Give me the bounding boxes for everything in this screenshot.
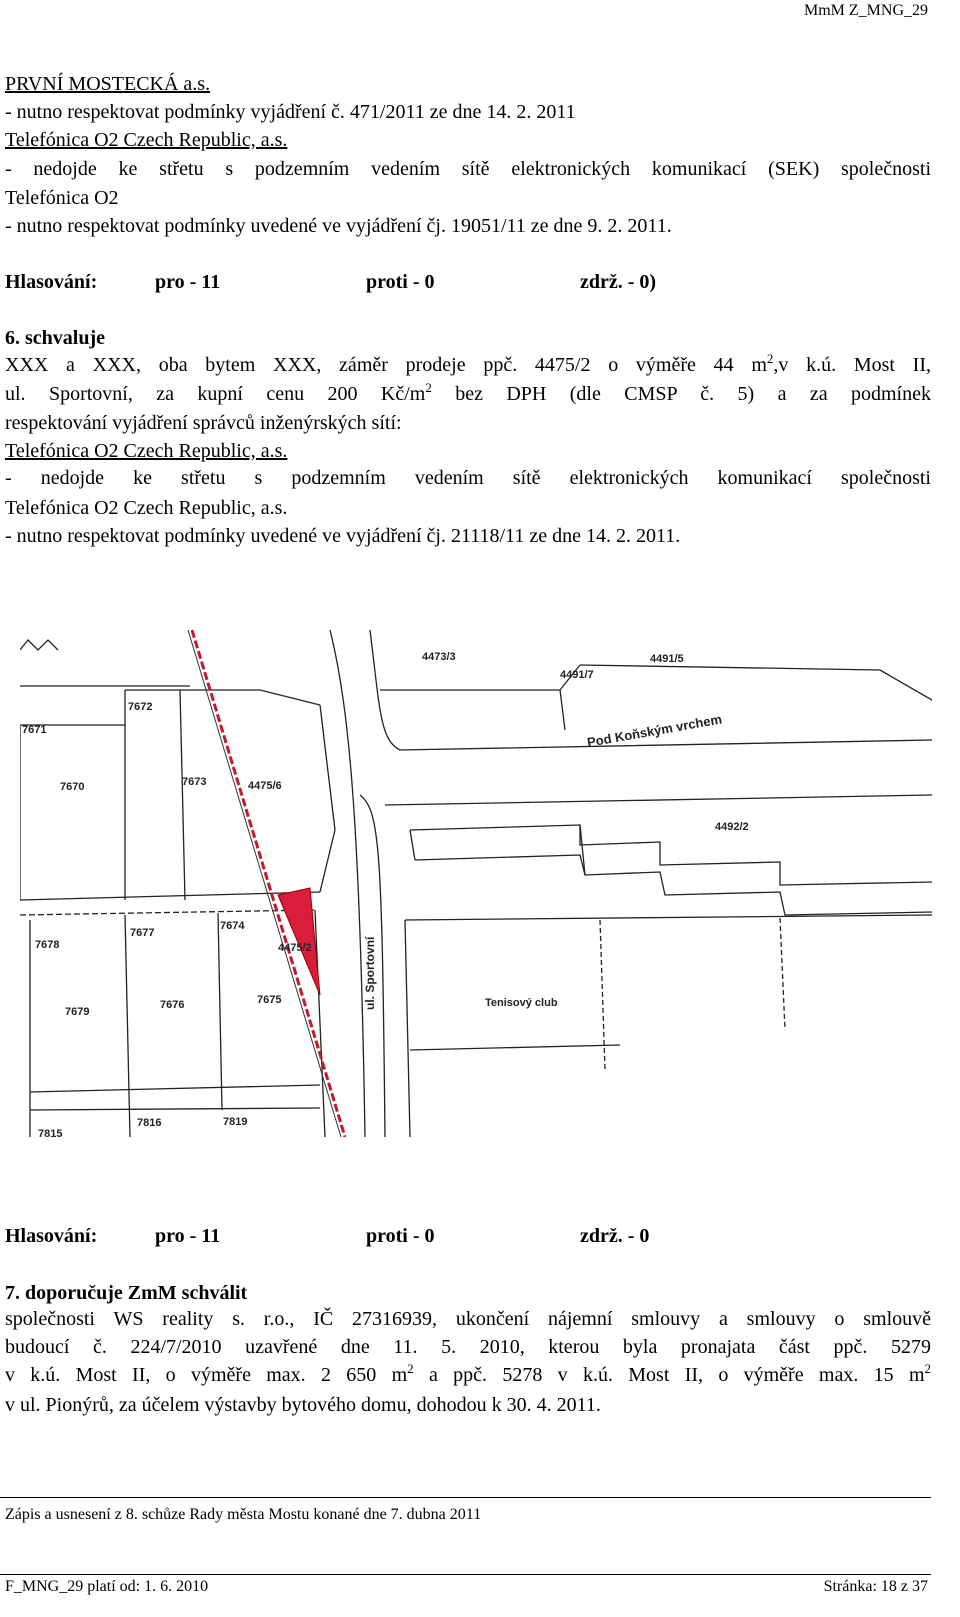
map-parcel-label: 7676: [160, 999, 185, 1011]
map-parcel-label: 4491/7: [560, 669, 594, 681]
resolution-text-line: respektování vyjádření správců inženýrských sítí:: [5, 412, 402, 434]
company-name: Telefónica O2 Czech Republic, a.s.: [5, 497, 288, 519]
condition-line: - nutno respektovat podmínky uvedené ve vyjádření čj. 19051/11 ze dne 9. 2. 2011.: [5, 215, 672, 237]
map-parcel-label: 7670: [60, 781, 85, 793]
map-parcel-label: 7819: [223, 1116, 248, 1128]
map-parcel-label: 7816: [137, 1117, 162, 1129]
map-parcel-label: 7677: [130, 927, 155, 939]
vote-label: Hlasování:: [5, 1225, 98, 1247]
street-label: ul. Sportovní: [363, 936, 377, 1010]
company-name: Telefónica O2: [5, 187, 119, 209]
map-parcel-label: 7674: [220, 920, 245, 932]
map-parcel-label: 7679: [65, 1006, 90, 1018]
map-parcel-label: 4473/3: [422, 651, 456, 663]
map-parcel-label: 4475/2: [278, 942, 312, 954]
company-heading-prvni-mostecka: PRVNÍ MOSTECKÁ a.s.: [5, 73, 211, 95]
vote-pro: pro - 11: [155, 271, 221, 293]
map-parcel-label: 4491/5: [650, 653, 684, 665]
map-parcel-label: 7671: [22, 724, 47, 736]
condition-line: - nedojde ke střetu s podzemním vedením sítě elektronických komunikací společnosti: [5, 467, 931, 489]
resolution-heading: 7. doporučuje ZmM schválit: [5, 1282, 248, 1304]
document-code: MmM Z_MNG_29: [803, 2, 928, 19]
map-parcel-label: 4492/2: [715, 821, 749, 833]
map-parcel-label: 4475/6: [248, 780, 282, 792]
vote-zdrz: zdrž. - 0): [580, 271, 657, 293]
company-heading-telefonica: Telefónica O2 Czech Republic, a.s.: [5, 129, 288, 151]
map-parcel-label: 7673: [182, 776, 207, 788]
vote-zdrz: zdrž. - 0: [580, 1225, 650, 1247]
map-parcel-label: 7815: [38, 1128, 63, 1137]
resolution-text-line: v k.ú. Most II, o výměře max. 2 650 $m^2$ a ppč. 5278 v k.ú. Most II, o výměře max. 15 $m^2$: [5, 1361, 931, 1386]
resolution-text-line: ul. Sportovní, za kupní cenu 200 $Kč/m^2$ bez DPH (dle CMSP č. 5) a za podmínek: [5, 380, 931, 405]
place-label: Tenisový club: [485, 997, 558, 1009]
resolution-heading: 6. schvaluje: [5, 327, 105, 349]
resolution-text-line: společnosti WS reality s. r.o., IČ 27316939, ukončení nájemní smlouvy a smlouvy o smlouvě: [5, 1308, 931, 1330]
footer-divider: [0, 1497, 931, 1498]
resolution-text-line: v ul. Pionýrů, za účelem výstavby bytového domu, dohodou k 30. 4. 2011.: [5, 1394, 601, 1416]
company-heading-telefonica: Telefónica O2 Czech Republic, a.s.: [5, 440, 288, 462]
map-parcel-label: 7678: [35, 939, 60, 951]
vote-proti: proti - 0: [366, 271, 435, 293]
footer-form-code: F_MNG_29 platí od: 1. 6. 2010: [5, 1578, 209, 1595]
footer-minutes-title: Zápis a usnesení z 8. schůze Rady města Mostu konané dne 7. dubna 2011: [5, 1506, 482, 1523]
resolution-text-line: XXX a XXX, oba bytem XXX, záměr prodeje ppč. 4475/2 o výměře 44 $m^2,v$ k.ú. Most II,: [5, 351, 931, 376]
cadastral-map: [20, 630, 932, 1137]
resolution-text-line: budoucí č. 224/7/2010 uzavřené dne 11. 5. 2010, kterou byla pronajata část ppč. 5279: [5, 1336, 931, 1358]
vote-label: Hlasování:: [5, 271, 98, 293]
map-parcel-label: 7672: [128, 701, 153, 713]
street-label: Pod Koňským vrchem: [585, 711, 723, 750]
condition-line: - nutno respektovat podmínky uvedené ve vyjádření čj. 21118/11 ze dne 14. 2. 2011.: [5, 525, 681, 547]
page-number: Stránka: 18 z 37: [823, 1578, 928, 1595]
vote-pro: pro - 11: [155, 1225, 221, 1247]
map-parcel-label: 7675: [257, 994, 282, 1006]
footer-divider: [0, 1574, 931, 1575]
condition-line: - nedojde ke střetu s podzemním vedením sítě elektronických komunikací (SEK) společnosti: [5, 158, 931, 180]
condition-line: - nutno respektovat podmínky vyjádření č. 471/2011 ze dne 14. 2. 2011: [5, 101, 576, 123]
vote-proti: proti - 0: [366, 1225, 435, 1247]
